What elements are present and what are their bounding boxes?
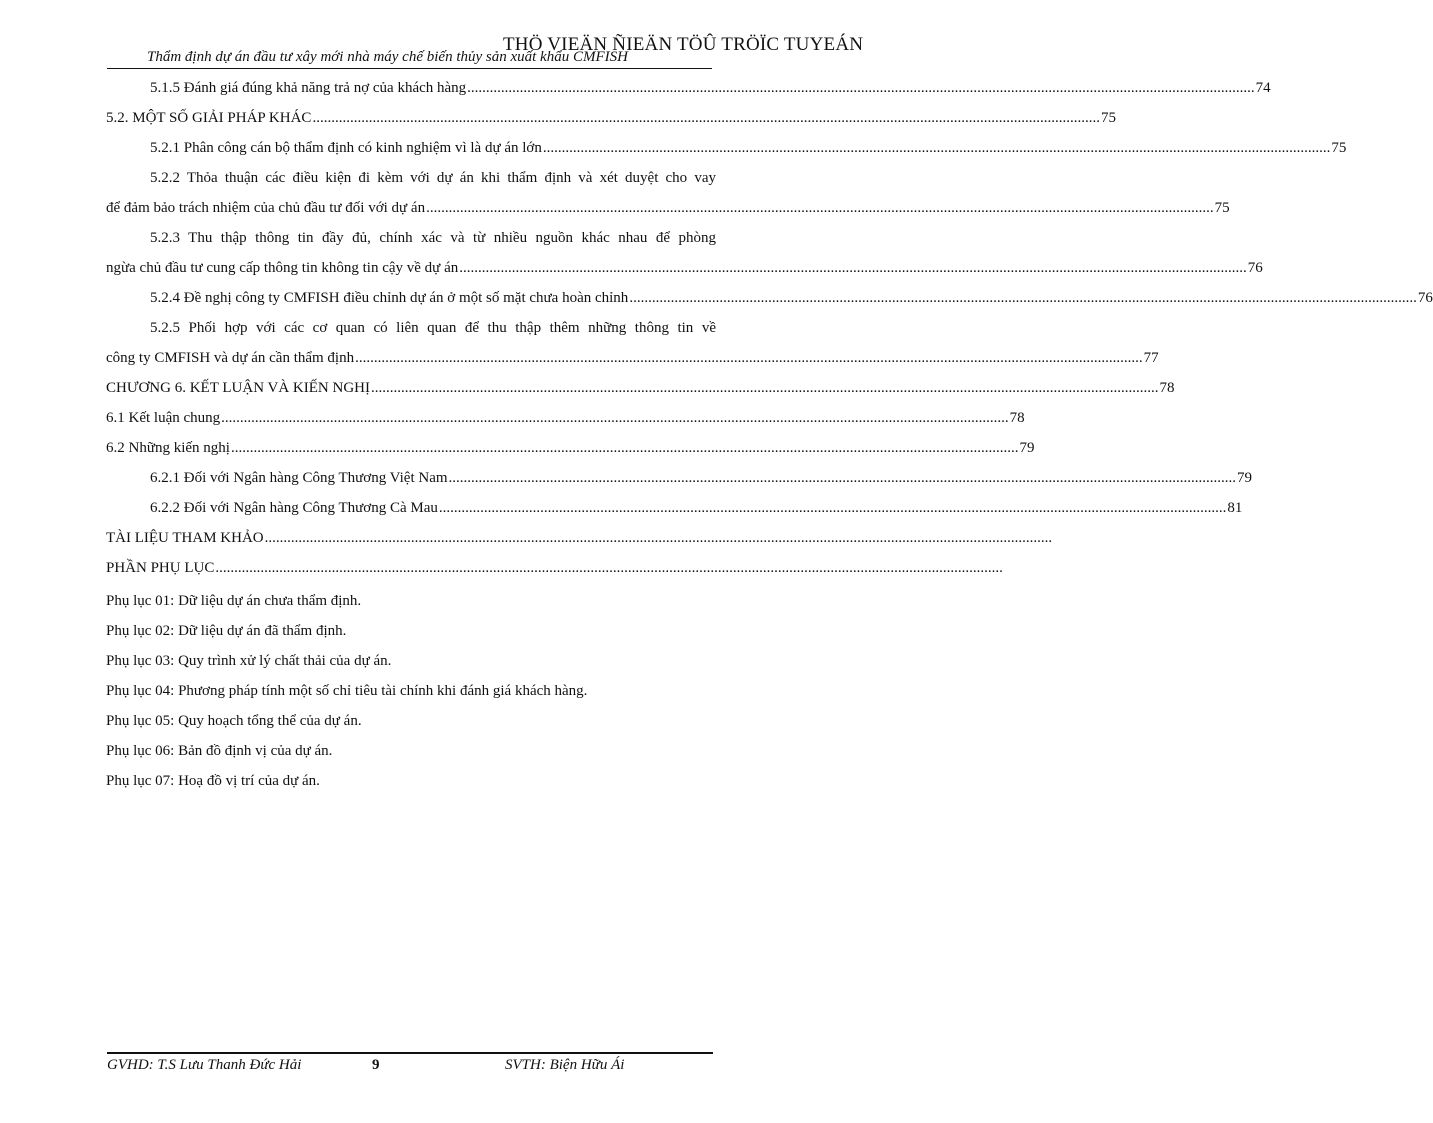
appendix-item[interactable]: Phụ lục 01: Dữ liệu dự án chưa thẩm định. [106,593,362,609]
appendix-item[interactable]: Phụ lục 02: Dữ liệu dự án đã thẩm định. [106,623,347,639]
toc-page-number: 81 [1227,500,1243,516]
leader-dots [459,256,1247,280]
header-divider [107,68,712,69]
footer-advisor: GVHD: T.S Lưu Thanh Đức Hải [107,1057,302,1073]
appendix-list [106,586,716,796]
toc-page-number: 78 [1009,410,1025,426]
leader-dots [449,466,1237,490]
toc-entry-5-2[interactable]: 5.2. MỘT SỐ GIẢI PHÁP KHÁC ..... 75 [106,106,716,130]
leader-dots [543,136,1331,160]
table-of-contents [106,76,1433,796]
appendix-item[interactable]: Phụ lục 07: Hoạ đồ vị trí của dự án. [106,773,320,789]
toc-entry-references[interactable]: TÀI LIỆU THAM KHẢO ..... [106,526,628,550]
leader-dots [439,496,1227,520]
toc-entry-5-2-2[interactable]: 5.2.2 Thỏa thuận các điều kiện đi kèm với dự án khi thẩm định và xét duyệt cho vay để đảm bảo trách nhiệm của chủ đầu tư đối với dự án ..... 75 [106,166,716,220]
library-watermark: THÖ VIEÄN ÑIEÄN TÖÛ TRÖÏC TUYEÁN [503,34,864,55]
toc-entry-5-2-3[interactable]: 5.2.3 Thu thập thông tin đầy đủ, chính xác và từ nhiều nguồn khác nhau để phòng ngừa chủ đầu tư cung cấp thông tin không tin cậy về dự án ..... 76 [106,226,716,280]
running-header-title: Thẩm định dự án đầu tư xây mới nhà máy chế biến thủy sản xuất khẩu CMFISH [147,49,628,65]
footer-divider [107,1052,713,1054]
leader-dots [231,436,1019,460]
leader-dots [467,76,1255,100]
toc-page-number: 78 [1159,380,1175,396]
toc-entry-chapter-6[interactable]: CHƯƠNG 6. KẾT LUẬN VÀ KIẾN NGHỊ ..... 78 [106,376,716,400]
toc-entry-6-2[interactable]: 6.2 Những kiến nghị ..... 79 [106,436,716,460]
toc-entry-6-2-2[interactable]: 6.2.2 Đối với Ngân hàng Công Thương Cà Mau ..... 81 [106,496,716,520]
toc-page-number: 75 [1100,110,1116,126]
footer-page-number: 9 [372,1057,380,1073]
footer-student: SVTH: Biện Hữu Ái [505,1057,625,1073]
leader-dots [215,556,1003,580]
appendix-item[interactable]: Phụ lục 04: Phương pháp tính một số chỉ tiêu tài chính khi đánh giá khách hàng. [106,683,588,699]
toc-entry-5-1-5[interactable]: 5.1.5 Đánh giá đúng khả năng trả nợ của khách hàng ..... 74 [106,76,716,100]
toc-page-number: 76 [1417,290,1433,306]
leader-dots [265,526,1053,550]
toc-entry-appendix[interactable]: PHẦN PHỤ LỤC ..... [106,556,628,580]
toc-page-number: 75 [1331,140,1347,156]
leader-dots [312,106,1100,130]
toc-entry-5-2-1[interactable]: 5.2.1 Phân công cán bộ thẩm định có kinh nghiệm vì là dự án lớn ..... 75 [106,136,716,160]
toc-entry-5-2-4[interactable]: 5.2.4 Đề nghị công ty CMFISH điều chỉnh dự án ở một số mặt chưa hoàn chỉnh ..... 76 [106,286,716,310]
toc-entry-6-1[interactable]: 6.1 Kết luận chung ..... 78 [106,406,716,430]
toc-page-number: 79 [1237,470,1253,486]
leader-dots [371,376,1159,400]
toc-page-number: 77 [1143,350,1159,366]
appendix-item[interactable]: Phụ lục 03: Quy trình xử lý chất thải của dự án. [106,653,392,669]
leader-dots [355,346,1143,370]
appendix-item[interactable]: Phụ lục 06: Bản đồ định vị của dự án. [106,743,333,759]
toc-page-number: 74 [1255,80,1271,96]
leader-dots [221,406,1009,430]
leader-dots [426,196,1214,220]
leader-dots [629,286,1417,310]
toc-page-number: 79 [1019,440,1035,456]
toc-page-number: 75 [1214,200,1230,216]
toc-page-number: 76 [1247,260,1263,276]
appendix-item[interactable]: Phụ lục 05: Quy hoạch tổng thể của dự án. [106,713,362,729]
toc-entry-6-2-1[interactable]: 6.2.1 Đối với Ngân hàng Công Thương Việt Nam ..... 79 [106,466,716,490]
toc-entry-5-2-5[interactable]: 5.2.5 Phối hợp với các cơ quan có liên quan để thu thập thêm những thông tin về công ty CMFISH và dự án cần thẩm định ..... 77 [106,316,716,370]
